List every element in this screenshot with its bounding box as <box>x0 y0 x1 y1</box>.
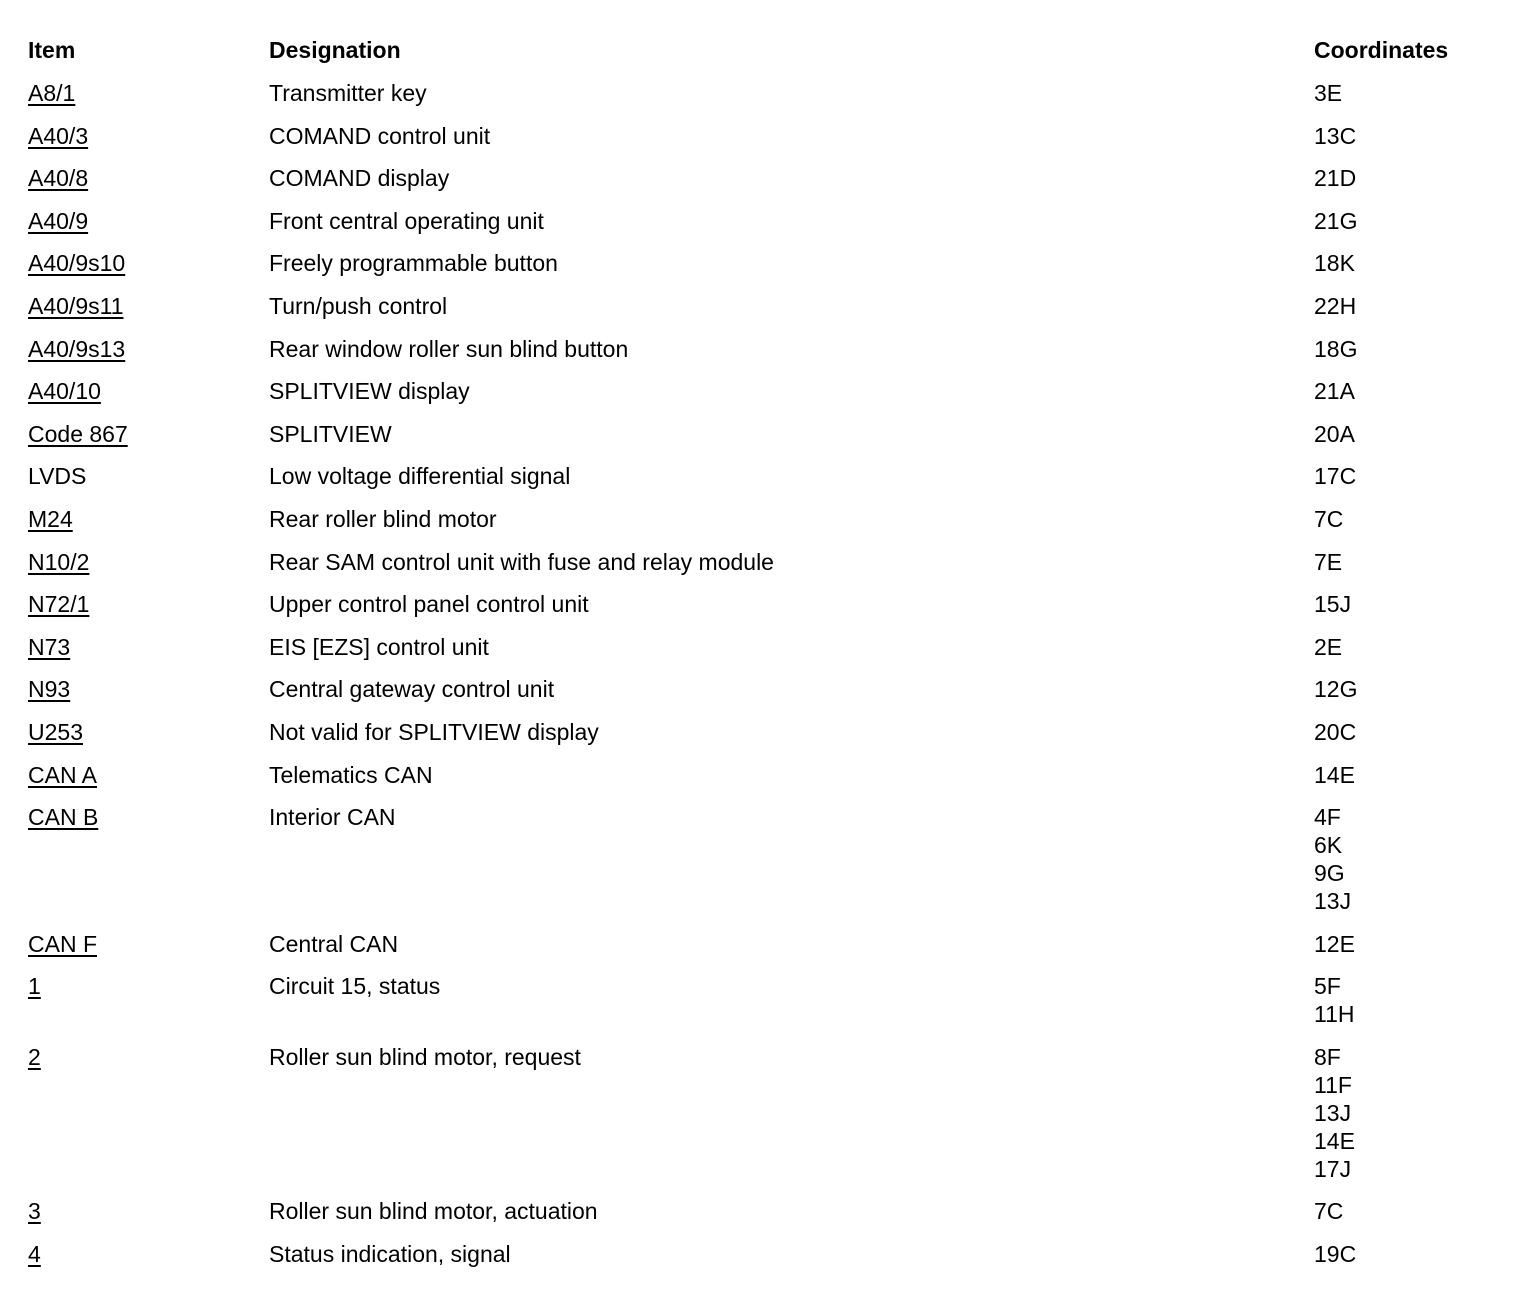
item-cell <box>28 377 269 405</box>
item-text: LVDS <box>28 463 87 490</box>
legend-table <box>28 37 1498 1268</box>
table-row <box>28 761 1498 804</box>
coordinates-cell <box>1314 1197 1494 1225</box>
coordinates-cell <box>1314 590 1494 618</box>
header-coordinates: Coordinates <box>1314 37 1449 63</box>
coordinate-value: 21A <box>1314 378 1355 405</box>
item-link[interactable]: Code 867 <box>28 420 128 447</box>
item-link[interactable]: A40/9s13 <box>28 335 126 362</box>
item-cell <box>28 633 269 661</box>
coordinate-value: 13J <box>1314 888 1352 915</box>
coordinates-cell <box>1314 1043 1494 1183</box>
coordinates-cell <box>1314 79 1494 107</box>
coordinate-value: 17J <box>1314 1155 1352 1182</box>
coordinates-cell <box>1314 377 1494 405</box>
item-link[interactable]: 3 <box>28 1198 41 1225</box>
item-cell <box>28 803 269 831</box>
coordinate-value: 18K <box>1314 250 1355 277</box>
designation-cell: EIS [EZS] control unit <box>269 633 489 660</box>
coordinates-cell <box>1314 122 1494 150</box>
coordinates-cell <box>1314 292 1494 320</box>
coordinates-cell <box>1314 249 1494 277</box>
designation-cell: Roller sun blind motor, actuation <box>269 1198 598 1225</box>
table-row <box>28 122 1498 165</box>
table-body <box>28 79 1498 1283</box>
table-row <box>28 1240 1498 1283</box>
table-row <box>28 675 1498 718</box>
coordinate-value: 21G <box>1314 207 1358 234</box>
coordinates-cell <box>1314 207 1494 235</box>
item-link[interactable]: U253 <box>28 718 83 745</box>
table-row <box>28 548 1498 591</box>
designation-cell: Roller sun blind motor, request <box>269 1043 581 1070</box>
coordinate-value: 12E <box>1314 930 1355 957</box>
table-row <box>28 633 1498 676</box>
item-cell <box>28 675 269 703</box>
designation-cell: Central CAN <box>269 930 399 957</box>
item-cell <box>28 718 269 746</box>
designation-cell: Telematics CAN <box>269 761 433 788</box>
coordinate-value: 20C <box>1314 718 1357 745</box>
header-item: Item <box>28 37 76 63</box>
coordinates-cell <box>1314 718 1494 746</box>
coordinates-cell <box>1314 1240 1494 1268</box>
coordinates-cell <box>1314 420 1494 448</box>
designation-cell: Transmitter key <box>269 80 427 106</box>
item-link[interactable]: A40/9s10 <box>28 250 126 277</box>
item-cell <box>28 548 269 576</box>
table-row <box>28 377 1498 420</box>
item-cell <box>28 249 269 277</box>
table-row <box>28 972 1498 1043</box>
coordinates-cell <box>1314 930 1494 958</box>
item-cell <box>28 930 269 958</box>
item-cell <box>28 292 269 320</box>
item-link[interactable]: N10/2 <box>28 548 90 575</box>
table-row <box>28 462 1498 505</box>
coordinate-value: 20A <box>1314 420 1355 447</box>
coordinates-cell <box>1314 548 1494 576</box>
table-row <box>28 292 1498 335</box>
item-link[interactable]: M24 <box>28 505 73 532</box>
designation-cell: SPLITVIEW <box>269 420 392 447</box>
coordinates-cell <box>1314 761 1494 789</box>
coordinate-value: 7C <box>1314 1198 1344 1225</box>
coordinates-cell <box>1314 335 1494 363</box>
designation-cell: Front central operating unit <box>269 207 544 234</box>
coordinates-cell <box>1314 505 1494 533</box>
coordinate-value: 12G <box>1314 676 1358 703</box>
table-row <box>28 803 1498 930</box>
item-link[interactable]: N73 <box>28 633 71 660</box>
item-cell <box>28 1043 269 1071</box>
coordinates-cell <box>1314 803 1494 915</box>
coordinate-value: 11F <box>1314 1071 1352 1098</box>
item-link[interactable]: A40/9s11 <box>28 292 124 319</box>
item-link[interactable]: 2 <box>28 1043 41 1070</box>
item-link[interactable]: N72/1 <box>28 591 90 618</box>
designation-cell: Central gateway control unit <box>269 676 555 703</box>
coordinate-value: 4F <box>1314 804 1341 831</box>
designation-cell: COMAND control unit <box>269 122 491 149</box>
table-row <box>28 1197 1498 1240</box>
item-cell <box>28 761 269 789</box>
coordinate-value: 14E <box>1314 761 1355 788</box>
table-row <box>28 590 1498 633</box>
coordinate-value: 5F <box>1314 973 1341 1000</box>
coordinate-value: 2E <box>1314 633 1343 660</box>
item-cell <box>28 335 269 363</box>
coordinate-value: 9G <box>1314 860 1345 887</box>
coordinates-cell <box>1314 972 1494 1028</box>
coordinates-cell <box>1314 633 1494 661</box>
coordinate-value: 15J <box>1314 591 1352 618</box>
coordinates-cell <box>1314 462 1494 490</box>
coordinate-value: 3E <box>1314 80 1343 106</box>
table-row <box>28 335 1498 378</box>
table-row <box>28 930 1498 973</box>
designation-cell: Rear roller blind motor <box>269 505 497 532</box>
header-designation: Designation <box>269 37 401 63</box>
designation-cell: Turn/push control <box>269 292 448 319</box>
designation-cell: Freely programmable button <box>269 250 558 277</box>
table-row <box>28 207 1498 250</box>
item-cell <box>28 590 269 618</box>
item-link[interactable]: A40/3 <box>28 122 89 149</box>
item-link[interactable]: A40/8 <box>28 165 89 192</box>
coordinate-value: 7E <box>1314 548 1343 575</box>
table-row <box>28 505 1498 548</box>
item-cell <box>28 1240 269 1268</box>
designation-cell: Status indication, signal <box>269 1241 511 1268</box>
item-cell <box>28 79 269 107</box>
table-row <box>28 249 1498 292</box>
item-link[interactable]: 4 <box>28 1241 41 1268</box>
designation-cell: Not valid for SPLITVIEW display <box>269 718 599 745</box>
table-header <box>28 37 1498 65</box>
item-link[interactable]: CAN F <box>28 930 97 957</box>
item-link[interactable]: CAN A <box>28 761 98 788</box>
item-link[interactable]: A40/9 <box>28 207 89 234</box>
coordinate-value: 13J <box>1314 1099 1352 1126</box>
table-row <box>28 164 1498 207</box>
coordinates-cell <box>1314 675 1494 703</box>
table-row <box>28 420 1498 463</box>
designation-cell: Interior CAN <box>269 804 396 831</box>
item-cell <box>28 1197 269 1225</box>
coordinate-value: 14E <box>1314 1127 1355 1154</box>
item-cell <box>28 462 269 490</box>
coordinate-value: 6K <box>1314 832 1343 859</box>
item-cell <box>28 207 269 235</box>
designation-cell: Low voltage differential signal <box>269 463 571 490</box>
table-row <box>28 718 1498 761</box>
designation-cell: Rear window roller sun blind button <box>269 335 629 362</box>
item-link[interactable]: 1 <box>28 973 41 1000</box>
coordinate-value: 22H <box>1314 292 1357 319</box>
coordinate-value: 18G <box>1314 335 1358 362</box>
item-cell <box>28 505 269 533</box>
item-cell <box>28 420 269 448</box>
coordinate-value: 19C <box>1314 1241 1357 1268</box>
designation-cell: SPLITVIEW display <box>269 378 470 405</box>
item-link[interactable]: A8/1 <box>28 80 76 106</box>
designation-cell: Circuit 15, status <box>269 973 441 1000</box>
coordinate-value: 13C <box>1314 122 1357 149</box>
item-cell <box>28 972 269 1000</box>
designation-cell: COMAND display <box>269 165 450 192</box>
coordinate-value: 7C <box>1314 505 1344 532</box>
table-row <box>28 1043 1498 1198</box>
item-cell <box>28 122 269 150</box>
table-row <box>28 79 1498 122</box>
coordinate-value: 21D <box>1314 165 1357 192</box>
coordinate-value: 17C <box>1314 463 1357 490</box>
coordinate-value: 8F <box>1314 1043 1341 1070</box>
item-link[interactable]: CAN B <box>28 804 99 831</box>
item-cell <box>28 164 269 192</box>
designation-cell: Rear SAM control unit with fuse and relay module <box>269 548 774 575</box>
designation-cell: Upper control panel control unit <box>269 591 589 618</box>
coordinates-cell <box>1314 164 1494 192</box>
item-link[interactable]: A40/10 <box>28 378 101 405</box>
coordinate-value: 11H <box>1314 1001 1355 1028</box>
item-link[interactable]: N93 <box>28 676 71 703</box>
